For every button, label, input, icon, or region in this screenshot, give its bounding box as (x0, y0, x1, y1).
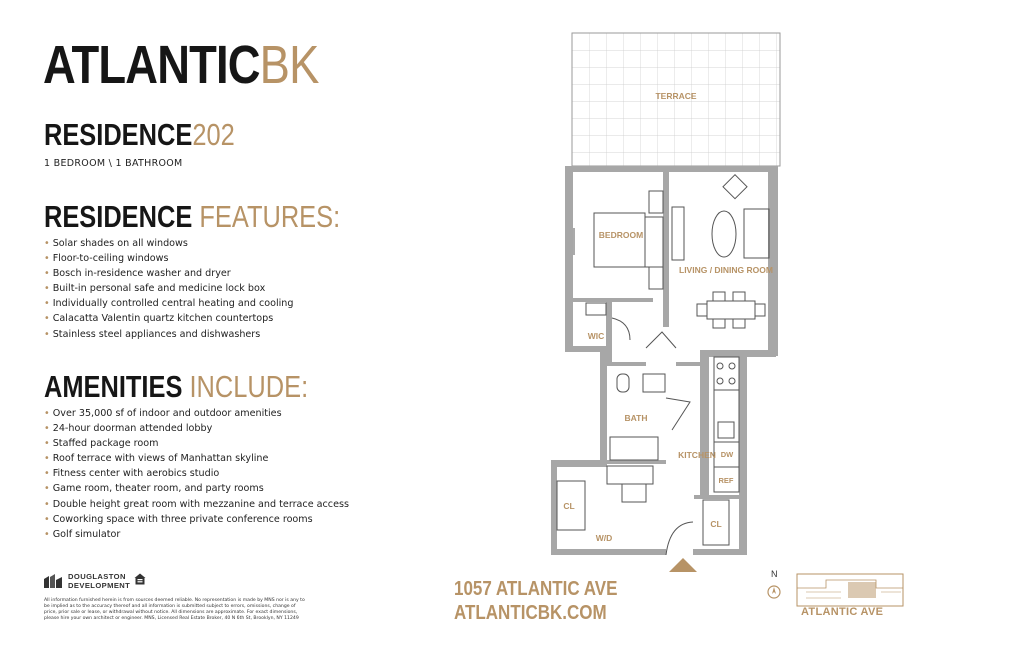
living-label: LIVING / DINING ROOM (679, 265, 773, 275)
legal-disclaimer: All information furnished herein is from sources deemed reliable. No representation is made by MNS nor is any to be implied as to the accuracy thereof and all information is submitted subject to errors, omissions, change of price, prior sale or lease, or withdrawal without notice. All dimensions are approximate. For exact dimensions, please hire your own architect or engineer. MNS, Licensed Real Estate Broker, 40 N 6th St, Brooklyn, NY 11249 (44, 598, 305, 621)
list-item: • Double height great room with mezzanine and terrace access (44, 497, 349, 512)
list-item: • Individually controlled central heating and cooling (44, 296, 293, 311)
amenities-heading-bold: AMENITIES (44, 369, 183, 404)
residence-label: RESIDENCE (44, 117, 193, 152)
list-item: • Built-in personal safe and medicine lock box (44, 281, 293, 296)
brand-main: ATLANTIC (43, 35, 260, 95)
list-item: • Floor-to-ceiling windows (44, 251, 293, 266)
features-list (44, 236, 293, 342)
list-item: • Solar shades on all windows (44, 236, 293, 251)
bath-label: BATH (624, 413, 648, 423)
brand-accent: BK (259, 35, 319, 95)
wic-label: WIC (587, 331, 605, 341)
website: ATLANTICBK.COM (454, 602, 607, 624)
list-item: • Bosch in-residence washer and dryer (44, 266, 293, 281)
ref-label: REF (718, 476, 734, 485)
list-item: • Roof terrace with views of Manhattan skyline (44, 451, 349, 466)
developer-line1: DOUGLASTON (68, 572, 126, 581)
address-block (454, 577, 617, 625)
living-furniture (672, 175, 769, 328)
list-item: • Stainless steel appliances and dishwashers (44, 327, 293, 342)
wic-shelving (586, 303, 676, 348)
list-item: • Calacatta Valentin quartz kitchen countertops (44, 311, 293, 326)
residence-subtitle: 1 BEDROOM \ 1 BATHROOM (44, 158, 183, 169)
residence-number: 202 (192, 117, 235, 152)
list-item: • Game room, theater room, and party rooms (44, 481, 349, 496)
amenities-list (44, 406, 349, 542)
kitchen-label: KITCHEN (678, 450, 716, 460)
residence-title (44, 119, 235, 150)
cl1-label: CL (563, 501, 575, 511)
list-item: • 24-hour doorman attended lobby (44, 421, 349, 436)
brand-logo (43, 35, 319, 95)
north-label: N (771, 569, 778, 579)
bath-fixtures (610, 374, 690, 460)
street-address: 1057 ATLANTIC AVE (454, 578, 618, 600)
cl2-label: CL (710, 519, 722, 529)
amenities-heading-light: INCLUDE: (189, 369, 309, 404)
developer-line2: DEVELOPMENT (68, 581, 131, 590)
equal-housing-icon (134, 573, 146, 585)
list-item: • Staffed package room (44, 436, 349, 451)
list-item: • Over 35,000 sf of indoor and outdoor amenities (44, 406, 349, 421)
bedroom-label: BEDROOM (598, 230, 644, 240)
features-heading-bold: RESIDENCE (44, 199, 193, 234)
floor-plan (540, 28, 800, 578)
kitchen-counter (714, 357, 739, 492)
bedroom-furniture (574, 191, 663, 289)
terrace-label: TERRACE (655, 91, 697, 101)
location-map (766, 568, 906, 608)
entry-marker (669, 558, 697, 572)
list-item: • Fitness center with aerobics studio (44, 466, 349, 481)
developer-logo (44, 572, 130, 590)
features-heading (44, 201, 340, 232)
wd-label: W/D (595, 533, 613, 543)
amenities-heading (44, 371, 308, 402)
list-item: • Coworking space with three private conference rooms (44, 512, 349, 527)
features-heading-light: FEATURES: (199, 199, 341, 234)
dw-label: DW (720, 450, 734, 459)
map-street-label: ATLANTIC AVE (801, 606, 884, 618)
building-icon (44, 574, 62, 588)
list-item: • Golf simulator (44, 527, 349, 542)
